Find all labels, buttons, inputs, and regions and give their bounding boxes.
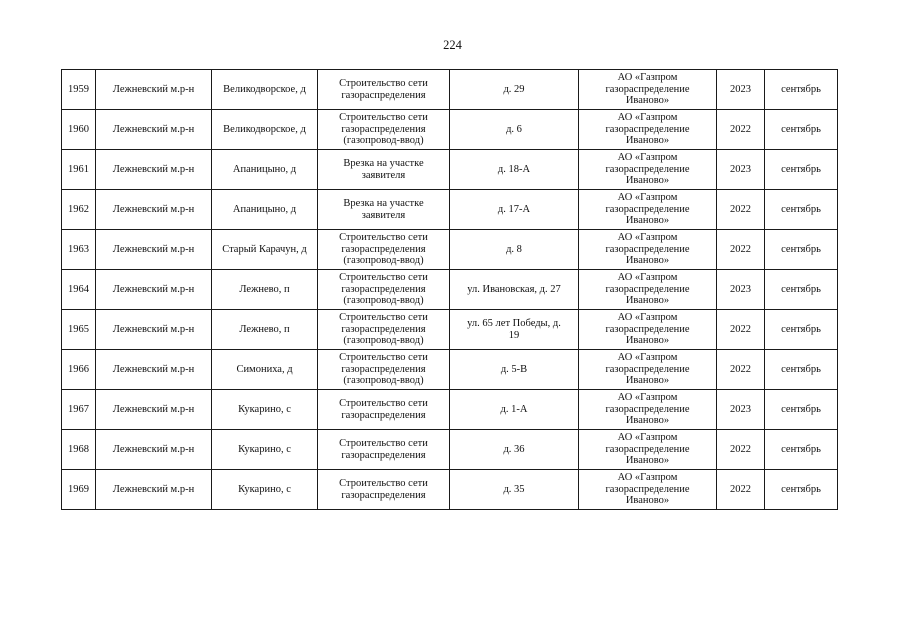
organization-text: АО «Газпром газораспределение Иваново» <box>605 72 690 107</box>
district-cell <box>96 390 212 430</box>
locality-cell <box>212 70 318 110</box>
row-number-text: 1959 <box>68 83 89 95</box>
work-type-cell <box>318 110 450 150</box>
month-cell <box>765 70 838 110</box>
district-cell <box>96 110 212 150</box>
locality-text: Кукарино, с <box>238 443 291 455</box>
row-number-cell <box>62 390 96 430</box>
row-number-cell <box>62 70 96 110</box>
locality-text: Лежнево, п <box>239 283 290 295</box>
year-text: 2022 <box>730 483 751 495</box>
address-cell <box>450 310 579 350</box>
locality-cell <box>212 150 318 190</box>
organization-cell <box>579 190 717 230</box>
year-cell <box>717 310 765 350</box>
work-type-text: Строительство сети газораспределения (газопровод-ввод) <box>339 352 428 387</box>
address-text: д. 29 <box>503 83 525 95</box>
address-text: д. 1-А <box>500 403 528 415</box>
work-type-text: Строительство сети газораспределения (газопровод-ввод) <box>339 312 428 347</box>
work-type-text: Врезка на участке заявителя <box>343 198 424 221</box>
address-text: ул. 65 лет Победы, д. 19 <box>467 318 561 341</box>
month-text: сентябрь <box>781 483 821 495</box>
month-cell <box>765 110 838 150</box>
row-number-text: 1964 <box>68 283 89 295</box>
address-text: д. 18-А <box>497 163 531 175</box>
row-number-text: 1966 <box>68 363 89 375</box>
month-cell <box>765 230 838 270</box>
year-cell <box>717 110 765 150</box>
organization-text: АО «Газпром газораспределение Иваново» <box>605 392 690 427</box>
address-text: д. 5-В <box>500 363 528 375</box>
table-row <box>62 150 838 190</box>
month-text: сентябрь <box>781 243 821 255</box>
table-row <box>62 230 838 270</box>
organization-cell <box>579 270 717 310</box>
address-cell <box>450 110 579 150</box>
organization-text: АО «Газпром газораспределение Иваново» <box>605 112 690 147</box>
district-text: Лежневский м.р-н <box>112 323 195 335</box>
month-cell <box>765 430 838 470</box>
address-text: д. 17-А <box>497 203 531 215</box>
address-text: д. 8 <box>506 243 522 255</box>
organization-cell <box>579 70 717 110</box>
district-text: Лежневский м.р-н <box>112 243 195 255</box>
work-type-cell <box>318 470 450 510</box>
month-text: сентябрь <box>781 403 821 415</box>
row-number-cell <box>62 230 96 270</box>
month-text: сентябрь <box>781 83 821 95</box>
month-text: сентябрь <box>781 163 821 175</box>
row-number-cell <box>62 430 96 470</box>
year-text: 2022 <box>730 243 751 255</box>
organization-text: АО «Газпром газораспределение Иваново» <box>605 472 690 507</box>
organization-text: АО «Газпром газораспределение Иваново» <box>605 312 690 347</box>
locality-text: Старый Карачун, д <box>222 243 307 255</box>
table-row <box>62 110 838 150</box>
year-cell <box>717 70 765 110</box>
district-cell <box>96 190 212 230</box>
address-cell <box>450 430 579 470</box>
work-type-cell <box>318 190 450 230</box>
table-row <box>62 270 838 310</box>
address-text: д. 6 <box>506 123 522 135</box>
row-number-cell <box>62 190 96 230</box>
locality-cell <box>212 390 318 430</box>
locality-text: Кукарино, с <box>238 483 291 495</box>
work-type-text: Строительство сети газораспределения <box>339 478 428 501</box>
organization-cell <box>579 230 717 270</box>
row-number-text: 1967 <box>68 403 89 415</box>
row-number-cell <box>62 350 96 390</box>
address-cell <box>450 470 579 510</box>
organization-text: АО «Газпром газораспределение Иваново» <box>605 272 690 307</box>
month-cell <box>765 470 838 510</box>
work-type-text: Строительство сети газораспределения <box>339 438 428 461</box>
table-row <box>62 430 838 470</box>
locality-cell <box>212 190 318 230</box>
work-type-cell <box>318 150 450 190</box>
work-type-cell <box>318 270 450 310</box>
district-cell <box>96 270 212 310</box>
table-row <box>62 390 838 430</box>
locality-text: Апаницыно, д <box>232 163 297 175</box>
year-cell <box>717 270 765 310</box>
year-cell <box>717 430 765 470</box>
district-cell <box>96 310 212 350</box>
month-text: сентябрь <box>781 203 821 215</box>
locality-cell <box>212 110 318 150</box>
table-row <box>62 70 838 110</box>
organization-text: АО «Газпром газораспределение Иваново» <box>605 152 690 187</box>
month-text: сентябрь <box>781 123 821 135</box>
month-cell <box>765 150 838 190</box>
address-cell <box>450 270 579 310</box>
address-cell <box>450 190 579 230</box>
month-text: сентябрь <box>781 283 821 295</box>
year-cell <box>717 350 765 390</box>
locality-cell <box>212 230 318 270</box>
row-number-text: 1961 <box>68 163 89 175</box>
row-number-cell <box>62 470 96 510</box>
address-cell <box>450 150 579 190</box>
row-number-cell <box>62 310 96 350</box>
row-number-text: 1965 <box>68 323 89 335</box>
district-text: Лежневский м.р-н <box>112 283 195 295</box>
month-cell <box>765 350 838 390</box>
work-type-text: Строительство сети газораспределения <box>339 398 428 421</box>
gasification-table <box>61 69 838 510</box>
row-number-text: 1968 <box>68 443 89 455</box>
organization-cell <box>579 350 717 390</box>
address-text: д. 36 <box>503 443 525 455</box>
district-cell <box>96 430 212 470</box>
organization-cell <box>579 110 717 150</box>
row-number-cell <box>62 150 96 190</box>
address-cell <box>450 230 579 270</box>
organization-text: АО «Газпром газораспределение Иваново» <box>605 192 690 227</box>
year-text: 2022 <box>730 443 751 455</box>
organization-cell <box>579 150 717 190</box>
district-text: Лежневский м.р-н <box>112 443 195 455</box>
organization-text: АО «Газпром газораспределение Иваново» <box>605 232 690 267</box>
address-cell <box>450 390 579 430</box>
page-number: 224 <box>443 38 462 52</box>
work-type-text: Строительство сети газораспределения (газопровод-ввод) <box>339 272 428 307</box>
address-text: д. 35 <box>503 483 525 495</box>
district-cell <box>96 230 212 270</box>
row-number-text: 1962 <box>68 203 89 215</box>
locality-cell <box>212 350 318 390</box>
locality-text: Апаницыно, д <box>232 203 297 215</box>
district-text: Лежневский м.р-н <box>112 363 195 375</box>
year-cell <box>717 150 765 190</box>
row-number-cell <box>62 270 96 310</box>
work-type-text: Строительство сети газораспределения (газопровод-ввод) <box>339 232 428 267</box>
locality-text: Великодворское, д <box>223 123 306 135</box>
year-text: 2023 <box>730 403 751 415</box>
year-cell <box>717 230 765 270</box>
row-number-text: 1960 <box>68 123 89 135</box>
year-text: 2023 <box>730 283 751 295</box>
month-cell <box>765 310 838 350</box>
month-text: сентябрь <box>781 323 821 335</box>
district-cell <box>96 70 212 110</box>
address-text: ул. Ивановская, д. 27 <box>467 283 561 295</box>
work-type-cell <box>318 230 450 270</box>
locality-text: Великодворское, д <box>223 83 306 95</box>
year-text: 2023 <box>730 83 751 95</box>
year-text: 2022 <box>730 123 751 135</box>
locality-text: Симониха, д <box>236 363 293 375</box>
table-row <box>62 190 838 230</box>
district-text: Лежневский м.р-н <box>112 203 195 215</box>
row-number-text: 1963 <box>68 243 89 255</box>
work-type-text: Строительство сети газораспределения <box>339 78 428 101</box>
organization-cell <box>579 430 717 470</box>
district-cell <box>96 470 212 510</box>
district-text: Лежневский м.р-н <box>112 483 195 495</box>
month-cell <box>765 390 838 430</box>
address-cell <box>450 70 579 110</box>
year-text: 2022 <box>730 323 751 335</box>
district-text: Лежневский м.р-н <box>112 123 195 135</box>
organization-cell <box>579 310 717 350</box>
work-type-cell <box>318 430 450 470</box>
address-cell <box>450 350 579 390</box>
row-number-text: 1969 <box>68 483 89 495</box>
district-cell <box>96 150 212 190</box>
work-type-text: Врезка на участке заявителя <box>343 158 424 181</box>
work-type-text: Строительство сети газораспределения (газопровод-ввод) <box>339 112 428 147</box>
table-row <box>62 310 838 350</box>
year-text: 2022 <box>730 203 751 215</box>
work-type-cell <box>318 310 450 350</box>
table-body <box>62 70 838 510</box>
district-cell <box>96 350 212 390</box>
year-cell <box>717 470 765 510</box>
work-type-cell <box>318 350 450 390</box>
locality-cell <box>212 270 318 310</box>
organization-cell <box>579 390 717 430</box>
row-number-cell <box>62 110 96 150</box>
organization-text: АО «Газпром газораспределение Иваново» <box>605 352 690 387</box>
locality-cell <box>212 430 318 470</box>
organization-text: АО «Газпром газораспределение Иваново» <box>605 432 690 467</box>
district-text: Лежневский м.р-н <box>112 163 195 175</box>
locality-cell <box>212 310 318 350</box>
month-text: сентябрь <box>781 363 821 375</box>
work-type-cell <box>318 390 450 430</box>
month-text: сентябрь <box>781 443 821 455</box>
year-text: 2023 <box>730 163 751 175</box>
year-cell <box>717 190 765 230</box>
table-row <box>62 350 838 390</box>
work-type-cell <box>318 70 450 110</box>
year-cell <box>717 390 765 430</box>
month-cell <box>765 190 838 230</box>
district-text: Лежневский м.р-н <box>112 403 195 415</box>
organization-cell <box>579 470 717 510</box>
table-row <box>62 470 838 510</box>
locality-text: Лежнево, п <box>239 323 290 335</box>
month-cell <box>765 270 838 310</box>
locality-text: Кукарино, с <box>238 403 291 415</box>
district-text: Лежневский м.р-н <box>112 83 195 95</box>
year-text: 2022 <box>730 363 751 375</box>
locality-cell <box>212 470 318 510</box>
